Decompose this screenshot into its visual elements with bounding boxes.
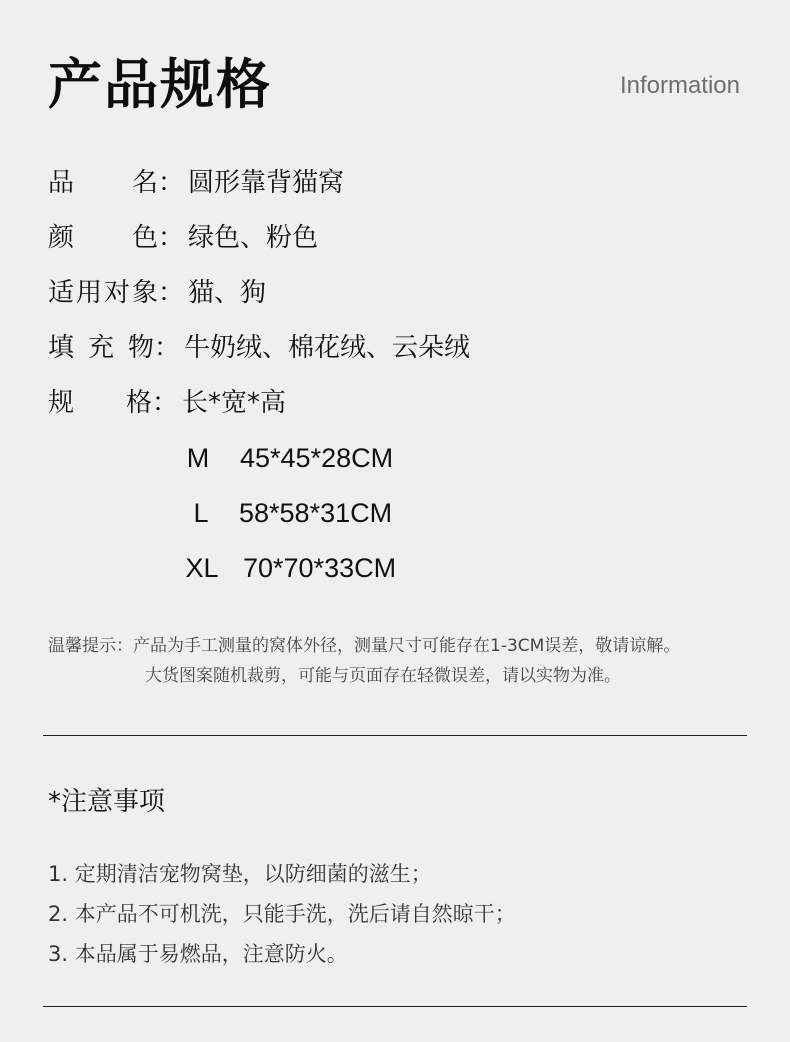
divider-top (43, 735, 747, 736)
size-dimensions: 45*45*28CM (240, 443, 394, 473)
size-name: XL (185, 553, 219, 583)
spec-colon: ： (154, 333, 181, 363)
caution-item: 2. 本产品不可机洗，只能手洗，洗后请自然晾干； (48, 902, 516, 926)
spec-label-char: 规 (48, 388, 75, 418)
spec-value-color: 绿色、粉色 (188, 223, 319, 253)
spec-value-size: 长*宽*高 (182, 388, 287, 418)
spec-label (48, 165, 158, 201)
notice-line-1: 温馨提示：产品为手工测量的窝体外径，测量尺寸可能存在1-3CM误差，敬请谅解。 (48, 636, 681, 656)
spec-label-char: 对 (103, 278, 130, 308)
spec-label-char: 名 (131, 168, 158, 198)
spec-value-applicable: 猫、狗 (188, 278, 267, 308)
spec-label (48, 220, 158, 256)
spec-label-char: 适 (48, 278, 75, 308)
spec-label-char: 象 (131, 278, 158, 308)
spec-label (48, 330, 154, 366)
caution-item: 3. 本品属于易燃品，注意防火。 (48, 942, 348, 966)
spec-label (48, 385, 152, 421)
spec-colon: ： (158, 168, 185, 198)
spec-value-product-name: 圆形靠背猫窝 (188, 168, 345, 198)
size-dimensions: 70*70*33CM (243, 553, 397, 583)
divider-bottom (43, 1006, 747, 1007)
spec-label-char: 颜 (48, 223, 75, 253)
spec-label-char: 格 (125, 388, 152, 418)
notice-line-2: 大货图案随机裁剪，可能与页面存在轻微误差，请以实物为准。 (145, 666, 621, 686)
size-dimensions: 58*58*31CM (239, 498, 393, 528)
spec-value-filling: 牛奶绒、棉花绒、云朵绒 (184, 333, 471, 363)
caution-item: 1. 定期清洁宠物窝垫，以防细菌的滋生； (48, 862, 432, 886)
spec-label-char: 物 (127, 333, 154, 363)
size-name: L (193, 498, 209, 528)
spec-colon: ： (152, 388, 179, 418)
spec-colon: ： (158, 278, 185, 308)
spec-label-char: 填 (48, 333, 75, 363)
spec-label-char: 色 (131, 223, 158, 253)
page-title: 产品规格 (48, 53, 272, 116)
page-subtitle: Information (619, 72, 740, 99)
spec-label-char: 充 (87, 333, 114, 363)
spec-label-char: 品 (48, 168, 75, 198)
spec-label (48, 275, 158, 311)
spec-colon: ： (158, 223, 185, 253)
caution-title: *注意事项 (48, 787, 166, 817)
spec-label-char: 用 (75, 278, 102, 308)
size-name: M (186, 443, 210, 473)
